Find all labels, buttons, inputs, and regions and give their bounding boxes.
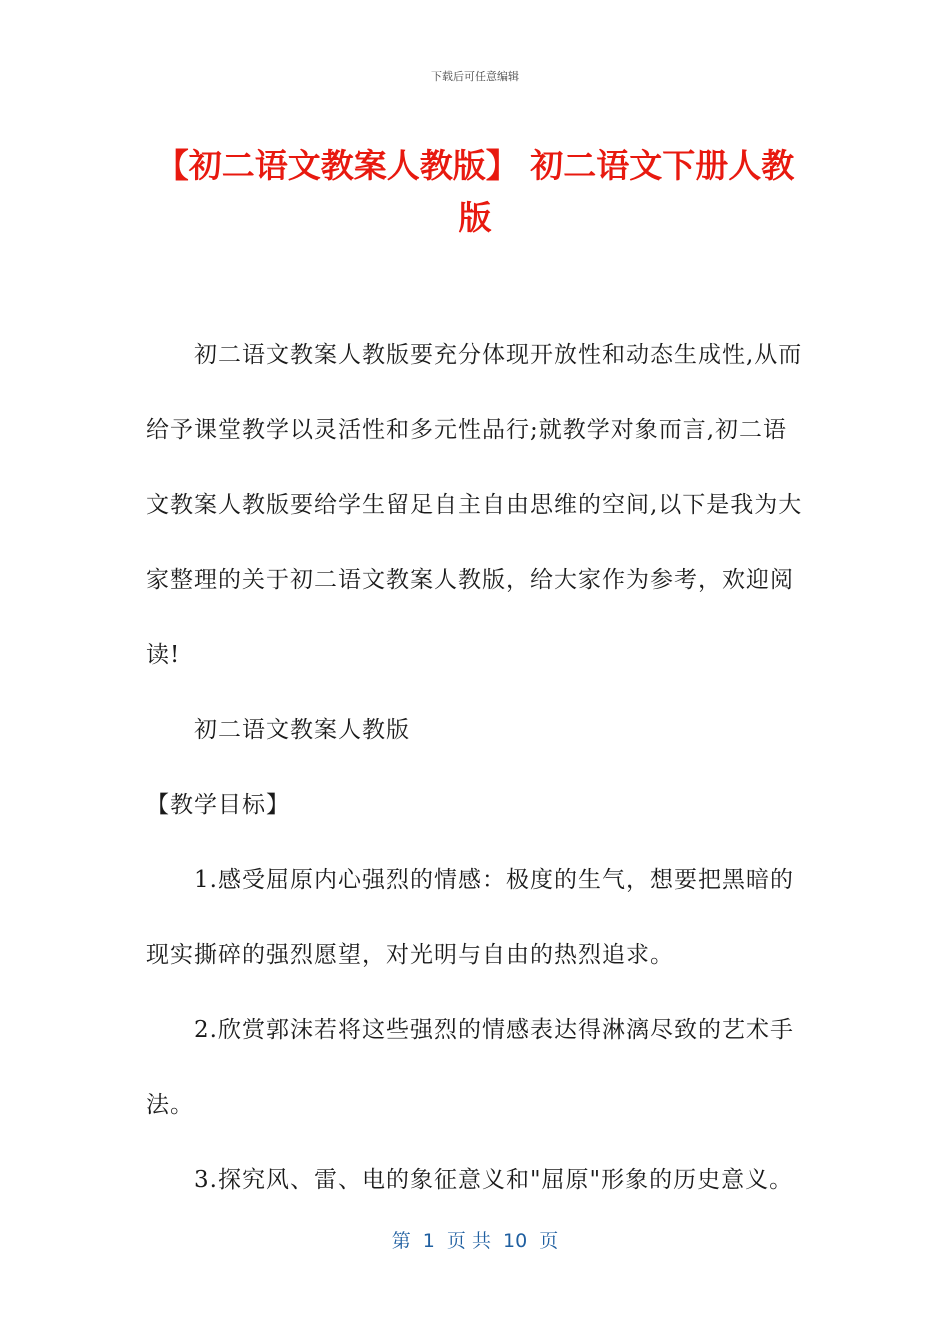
page-indicator: 第 1 页 共 10 页	[391, 1230, 559, 1252]
objective-item-1: 1.感受屈原内心强烈的情感：极度的生气，想要把黑暗的现实撕碎的强烈愿望，对光明与自由的热烈追求。	[146, 867, 794, 968]
objectives-heading: 【教学目标】	[146, 792, 290, 818]
intro-paragraph: 初二语文教案人教版要充分体现开放性和动态生成性,从而给予课堂教学以灵活性和多元性品行;就教学对象而言,初二语文教案人教版要给学生留足自主自由思维的空间,以下是我为大家整理的关于初二语文教案人教版，给大家作为参考，欢迎阅读!	[146, 342, 803, 668]
document-body	[146, 318, 806, 1218]
objective-item-2: 2.欣赏郭沫若将这些强烈的情感表达得淋漓尽致的艺术手法。	[146, 1017, 794, 1118]
document-title: 【初二语文教案人教版】 初二语文下册人教版	[155, 146, 795, 237]
section-heading: 初二语文教案人教版	[194, 717, 410, 743]
header-note: 下载后可任意编辑	[431, 70, 519, 83]
objective-item-3: 3.探究风、雷、电的象征意义和"屈原"形象的历史意义。	[194, 1167, 794, 1193]
